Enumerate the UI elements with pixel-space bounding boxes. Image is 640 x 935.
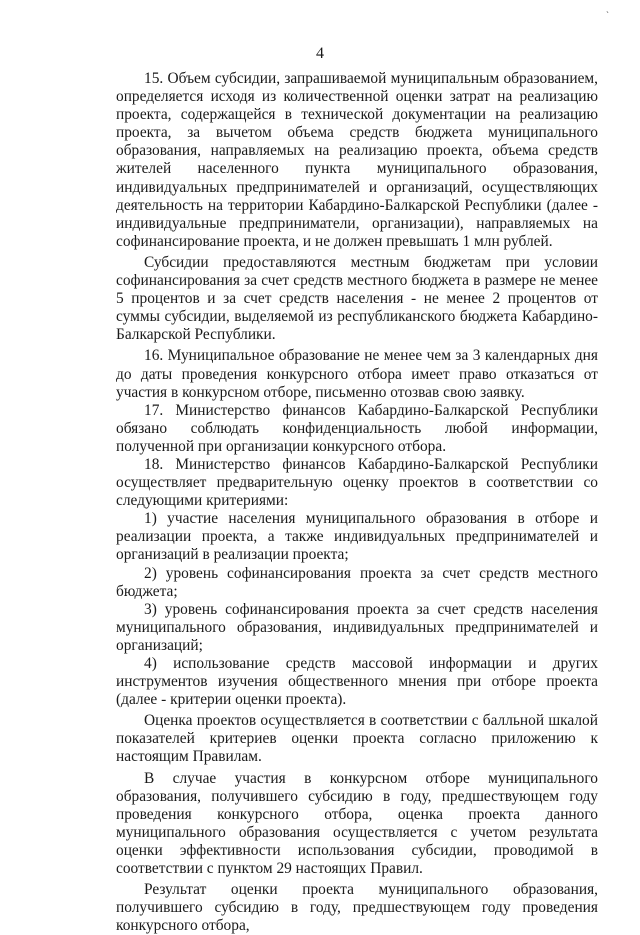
paragraph-17: 17. Министерство финансов Кабардино-Балкарской Республики обязано соблюдать конфиденциальность любой информации, полученной при организации конкурсного отбора.: [116, 401, 598, 455]
paragraph-result: Результат оценки проекта муниципального образования, получившего субсидию в году, предшествующем году проведения конкурсного отбора,: [116, 881, 598, 935]
paragraph-scoring: Оценка проектов осуществляется в соответствии с балльной шкалой показателей критериев оценки проекта согласно приложению к настоящим Правилам.: [116, 712, 598, 766]
criterion-2: 2) уровень софинансирования проекта за счет средств местного бюджета;: [116, 564, 598, 600]
paragraph-subsidy-conditions: Субсидии предоставляются местным бюджетам при условии софинансирования за счет средств местного бюджета в размере не менее 5 процентов и за счет средств населения - не менее 2 процентов от суммы субсидии, выделяемой из республиканского бюджета Кабардино-Балкарской Республики.: [116, 253, 598, 344]
document-body: [116, 70, 598, 935]
paragraph-previous-recipient: В случае участия в конкурсном отборе муниципального образования, получившего субсидию в году, предшествующем году проведения конкурсного отбора, оценка проекта данного муниципального образования осуществляется с учетом результата оценки эффективности использования субсидии, проводимой в соответствии с пунктом 29 настоящих Правил.: [116, 769, 598, 878]
paragraph-16: 16. Муниципальное образование не менее чем за 3 календарных дня до даты проведения конкурсного отбора имеет право отказаться от участия в конкурсном отборе, письменно отозвав свою заявку.: [116, 347, 598, 401]
criterion-3: 3) уровень софинансирования проекта за счет средств населения муниципального образования, индивидуальных предпринимателей и организаций;: [116, 600, 598, 654]
paragraph-15: 15. Объем субсидии, запрашиваемой муниципальным образованием, определяется исходя из количественной оценки затрат на реализацию проекта, содержащейся в технической документации на реализацию проекта, за вычетом объема средств бюджета муниципального образования, направляемых на реализацию проекта, объема средств жителей населенного пункта муниципального образования, индивидуальных предпринимателей и организаций, осуществляющих деятельность на территории Кабардино-Балкарской Республики (далее - индивидуальные предприниматели, организации), направляемых на софинансирование проекта, и не должен превышать 1 млн рублей.: [116, 70, 598, 250]
corner-mark: `: [606, 10, 609, 20]
page-number: 4: [316, 45, 324, 62]
criterion-4: 4) использование средств массовой информации и других инструментов изучения общественного мнения при отборе проекта (далее - критерии оценки проекта).: [116, 655, 598, 709]
criterion-1: 1) участие населения муниципального образования в отборе и реализации проекта, а также индивидуальных предпринимателей и организаций в реализации проекта;: [116, 510, 598, 564]
paragraph-18: 18. Министерство финансов Кабардино-Балкарской Республики осуществляет предварительную оценку проектов в соответствии со следующими критериями:: [116, 455, 598, 510]
